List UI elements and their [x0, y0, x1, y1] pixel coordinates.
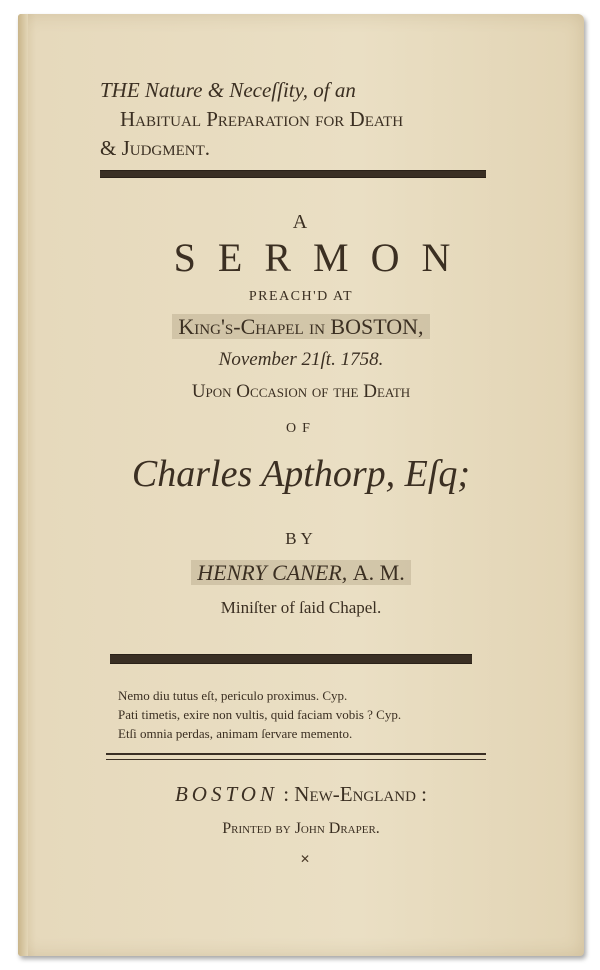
epigraph-line-3: Etſi omnia perdas, animam ſervare memento.: [118, 726, 353, 741]
imprint-region: : New-England :: [283, 782, 428, 806]
author-name: HENRY CANER,: [197, 560, 348, 585]
title-line-1: THE Nature & Neceſſity, of an: [100, 78, 356, 102]
epigraph-line-2: Pati timetis, exire non vultis, quid faciam vobis ? Cyp.: [118, 707, 402, 722]
middle-ornamental-rule: [110, 654, 472, 664]
epigraph-line-1: Nemo diu tutus eſt, periculo proximus. Cyp.: [118, 688, 348, 703]
author-line: [18, 560, 584, 586]
sermon-heading: SERMON: [173, 235, 473, 280]
chapel-text: King's-Chapel in BOSTON,: [172, 314, 429, 339]
author-highlight: [191, 560, 410, 585]
top-ornamental-rule: [100, 170, 486, 178]
main-title: [100, 76, 500, 163]
bottom-double-rule: [106, 753, 486, 760]
minister-line: Miniſter of ſaid Chapel.: [220, 598, 382, 617]
ink-mark: ✕: [300, 852, 311, 866]
imprint-printer: Printed by John Draper.: [222, 820, 380, 837]
by-line: BY: [285, 529, 317, 548]
title-page: [18, 14, 584, 956]
imprint-city: BOSTON: [174, 782, 278, 806]
chapel-line: [18, 314, 584, 340]
preached-at-line: PREACH'D AT: [248, 289, 354, 304]
article-a: A: [292, 211, 310, 233]
occasion-line: Upon Occaſion of the Death: [191, 381, 411, 402]
sermon-date: November 21ſt. 1758.: [218, 349, 384, 370]
latin-epigraphs: [118, 686, 498, 743]
subject-name: Charles Apthorp, Eſq;: [131, 453, 471, 495]
imprint-place: [18, 782, 584, 807]
title-line-2: Habitual Preparation for Death: [120, 107, 404, 131]
of-line: OF: [286, 421, 316, 436]
title-line-3: & Judgment.: [100, 136, 210, 160]
author-degree: A. M.: [352, 560, 405, 585]
